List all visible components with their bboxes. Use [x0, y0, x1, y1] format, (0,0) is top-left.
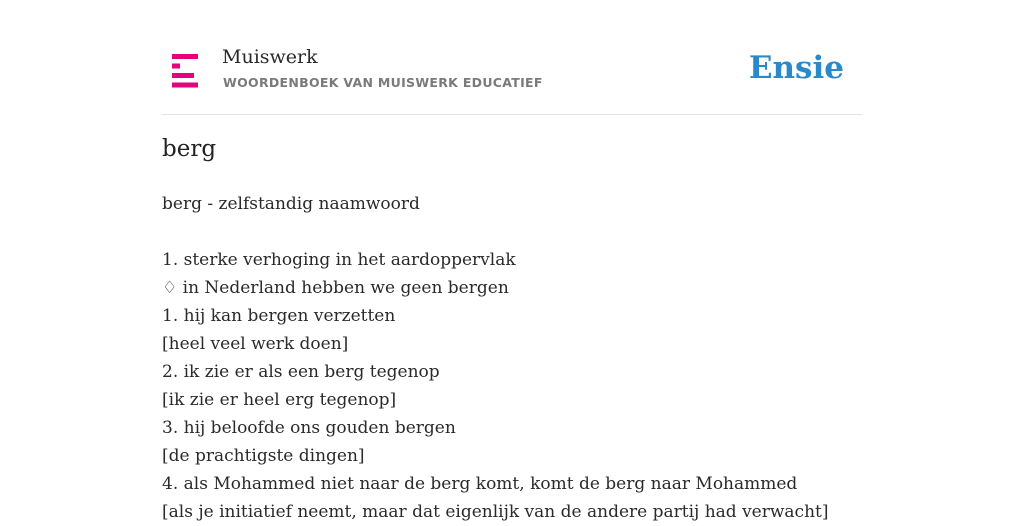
definition-line: 1. sterke verhoging in het aardoppervlak — [162, 250, 516, 270]
definition-line: ♢ in Nederland hebben we geen bergen — [162, 278, 509, 298]
definition-line: 3. hij beloofde ons gouden bergen — [162, 418, 456, 438]
site-header — [162, 0, 862, 115]
definition-line: [ik zie er heel erg tegenop] — [162, 390, 397, 410]
definition-line: [heel veel werk doen] — [162, 334, 349, 354]
page-container — [162, 0, 862, 522]
definition-line: 1. hij kan bergen verzetten — [162, 306, 396, 326]
entry-title: berg — [162, 136, 217, 162]
definition-line: 4. als Mohammed niet naar de berg komt, komt de berg naar Mohammed — [162, 474, 798, 494]
brand-name-link[interactable]: Muiswerk — [222, 46, 318, 68]
definition-line: berg - zelfstandig naamwoord — [162, 194, 420, 214]
muiswerk-logo-icon[interactable] — [172, 54, 200, 88]
entry-definition — [162, 190, 862, 526]
ensie-logo-link[interactable]: Ensie — [748, 50, 844, 86]
definition-line: 2. ik zie er als een berg tegenop — [162, 362, 440, 382]
definition-line: [de prachtigste dingen] — [162, 446, 365, 466]
brand-subtitle: WOORDENBOEK VAN MUISWERK EDUCATIEF — [223, 75, 543, 90]
definition-line: [als je initiatief neemt, maar dat eigenlijk van de andere partij had verwacht] — [162, 502, 829, 522]
definition-line — [162, 218, 862, 246]
